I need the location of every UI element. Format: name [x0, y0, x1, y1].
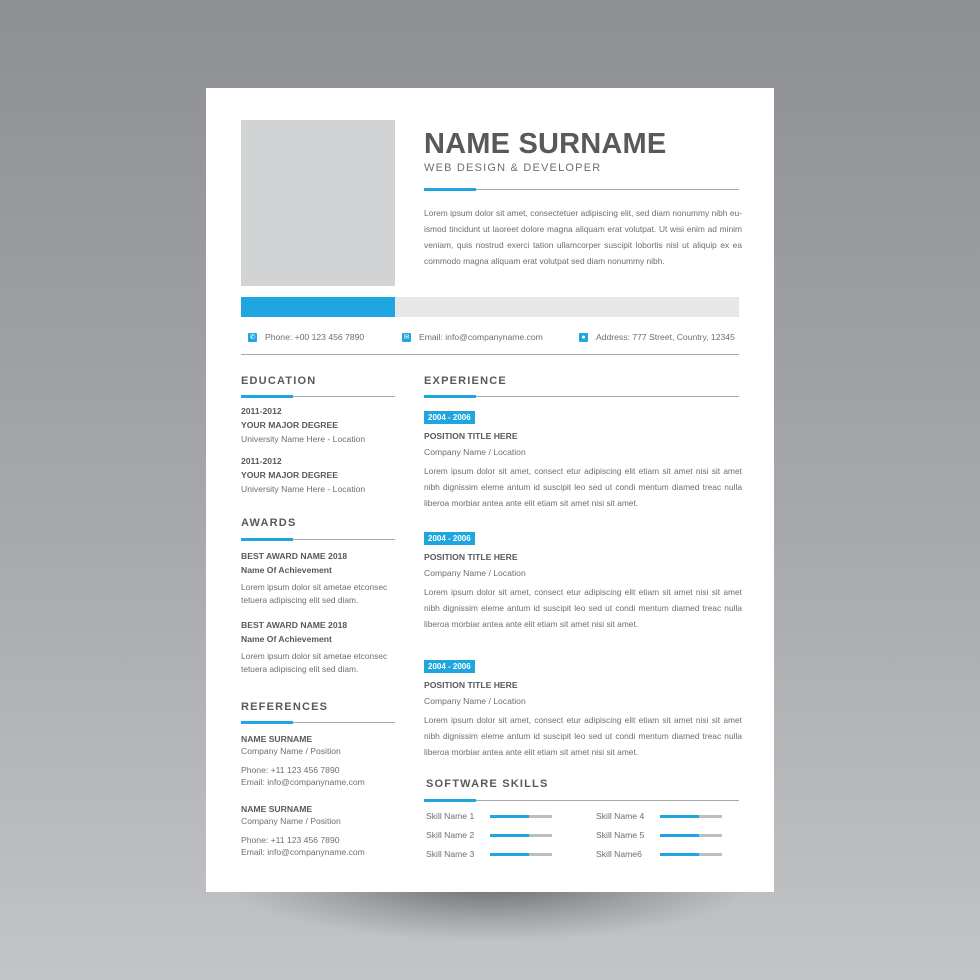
experience-description: Lorem ipsum dolor sit amet, consect etur adipiscing elit etiam sit amet nisi sit amet nibh dignissim eleme antum id suscipit leo sed ut condi mentum diamed treac nulla liberoa morbiar antea ante elit etiam sit amet nisi sit amet.	[424, 587, 742, 629]
education-years: 2011-2012	[241, 406, 282, 416]
email-text: Email: info@companyname.com	[419, 332, 543, 342]
skill-name: Skill Name6	[596, 849, 642, 859]
reference-phone: Phone: +11 123 456 7890	[241, 835, 340, 845]
experience-company: Company Name / Location	[424, 447, 526, 457]
experience-position: POSITION TITLE HERE	[424, 680, 518, 690]
education-school: University Name Here - Location	[241, 434, 366, 444]
experience-item	[424, 656, 742, 760]
experience-position: POSITION TITLE HERE	[424, 431, 518, 441]
skill-row	[426, 830, 552, 840]
reference-email: Email: info@companyname.com	[241, 847, 365, 857]
education-degree: YOUR MAJOR DEGREE	[241, 470, 338, 480]
candidate-name: NAME SURNAME	[424, 128, 667, 160]
skill-name: Skill Name 3	[426, 849, 475, 859]
reference-name: NAME SURNAME	[241, 734, 313, 744]
skill-name: Skill Name 4	[596, 811, 645, 821]
education-item	[241, 454, 397, 496]
skill-level-bar	[490, 834, 529, 837]
reference-name: NAME SURNAME	[241, 804, 313, 814]
award-description: Lorem ipsum dolor sit ametae etconsec tetuera adipiscing elit sed diam.	[241, 651, 388, 674]
experience-item	[424, 407, 742, 511]
award-description: Lorem ipsum dolor sit ametae etconsec tetuera adipiscing elit sed diam.	[241, 582, 388, 605]
experience-description: Lorem ipsum dolor sit amet, consect etur adipiscing elit etiam sit amet nisi sit amet nibh dignissim eleme antum id suscipit leo sed ut condi mentum diamed treac nulla liberoa morbiar antea ante elit etiam sit amet nisi sit amet.	[424, 466, 742, 508]
skill-track	[490, 853, 552, 856]
skill-name: Skill Name 5	[596, 830, 645, 840]
references-heading: REFERENCES	[241, 701, 329, 713]
address-text: Address: 777 Street, Country, 12345	[596, 332, 735, 342]
award-item	[241, 618, 397, 676]
reference-email: Email: info@companyname.com	[241, 777, 365, 787]
contact-address	[579, 332, 735, 342]
reference-company: Company Name / Position	[241, 816, 341, 826]
education-degree: YOUR MAJOR DEGREE	[241, 420, 338, 430]
awards-accent	[241, 538, 293, 541]
experience-company: Company Name / Location	[424, 696, 526, 706]
gray-bar	[395, 297, 739, 317]
contact-email	[402, 332, 543, 342]
location-icon: ●	[579, 333, 588, 342]
skill-row	[596, 830, 722, 840]
experience-description: Lorem ipsum dolor sit amet, consect etur adipiscing elit etiam sit amet nisi sit amet nibh dignissim eleme antum id suscipit leo sed ut condi mentum diamed treac nulla liberoa morbiar antea ante elit etiam sit amet nisi sit amet.	[424, 715, 742, 757]
reference-item	[241, 733, 397, 788]
job-title: WEB DESIGN & DEVELOPER	[424, 162, 602, 174]
skill-track	[660, 834, 722, 837]
education-school: University Name Here - Location	[241, 484, 366, 494]
reference-company: Company Name / Position	[241, 746, 341, 756]
skills-accent	[424, 799, 476, 802]
experience-dates: 2004 - 2006	[424, 411, 475, 424]
skill-track	[490, 834, 552, 837]
phone-icon: ✆	[249, 333, 256, 341]
skill-level-bar	[490, 815, 529, 818]
accent-bar	[241, 297, 395, 317]
experience-accent	[424, 395, 476, 398]
profile-summary: Lorem ipsum dolor sit amet, consectetuer adipiscing elit, sed diam nonummy nibh eu-ismod tincidunt ut laoreet dolore magna aliquam erat volutpat. Ut wisi enim ad minim veniam, quis nostrud exerci tation ullamcorper suscipit lobortis nisl ut aliquip ex ea commodo magna aliquam erat volutpat sed diam nonummy nibh.	[424, 208, 742, 266]
skill-track	[660, 853, 722, 856]
award-item	[241, 549, 397, 607]
skill-name: Skill Name 2	[426, 830, 475, 840]
experience-dates: 2004 - 2006	[424, 532, 475, 545]
references-accent	[241, 721, 293, 724]
photo-placeholder	[241, 120, 395, 286]
skill-row	[426, 849, 552, 859]
skill-level-bar	[490, 853, 529, 856]
phone-text: Phone: +00 123 456 7890	[265, 332, 365, 342]
resume-page	[206, 88, 774, 892]
experience-heading: EXPERIENCE	[424, 375, 507, 387]
education-years: 2011-2012	[241, 456, 282, 466]
skill-row	[596, 811, 722, 821]
experience-dates: 2004 - 2006	[424, 660, 475, 673]
envelope-icon: ✉	[403, 333, 410, 341]
header-accent	[424, 188, 476, 191]
education-accent	[241, 395, 293, 398]
experience-company: Company Name / Location	[424, 568, 526, 578]
skill-name: Skill Name 1	[426, 811, 475, 821]
skill-level-bar	[660, 834, 699, 837]
reference-item	[241, 803, 397, 858]
award-name: BEST AWARD NAME 2018	[241, 551, 348, 561]
education-heading: EDUCATION	[241, 375, 317, 387]
reference-phone: Phone: +11 123 456 7890	[241, 765, 340, 775]
award-achievement: Name Of Achievement	[241, 634, 332, 644]
experience-position: POSITION TITLE HERE	[424, 552, 518, 562]
contact-divider	[241, 354, 739, 355]
award-achievement: Name Of Achievement	[241, 565, 332, 575]
skill-row	[596, 849, 722, 859]
skills-heading: SOFTWARE SKILLS	[426, 778, 549, 790]
contact-phone	[248, 332, 364, 342]
award-name: BEST AWARD NAME 2018	[241, 620, 348, 630]
skill-level-bar	[660, 853, 699, 856]
skill-level-bar	[660, 815, 699, 818]
skill-row	[426, 811, 552, 821]
skill-track	[490, 815, 552, 818]
awards-heading: AWARDS	[241, 517, 297, 529]
skill-track	[660, 815, 722, 818]
education-item	[241, 404, 397, 446]
experience-item	[424, 528, 742, 632]
